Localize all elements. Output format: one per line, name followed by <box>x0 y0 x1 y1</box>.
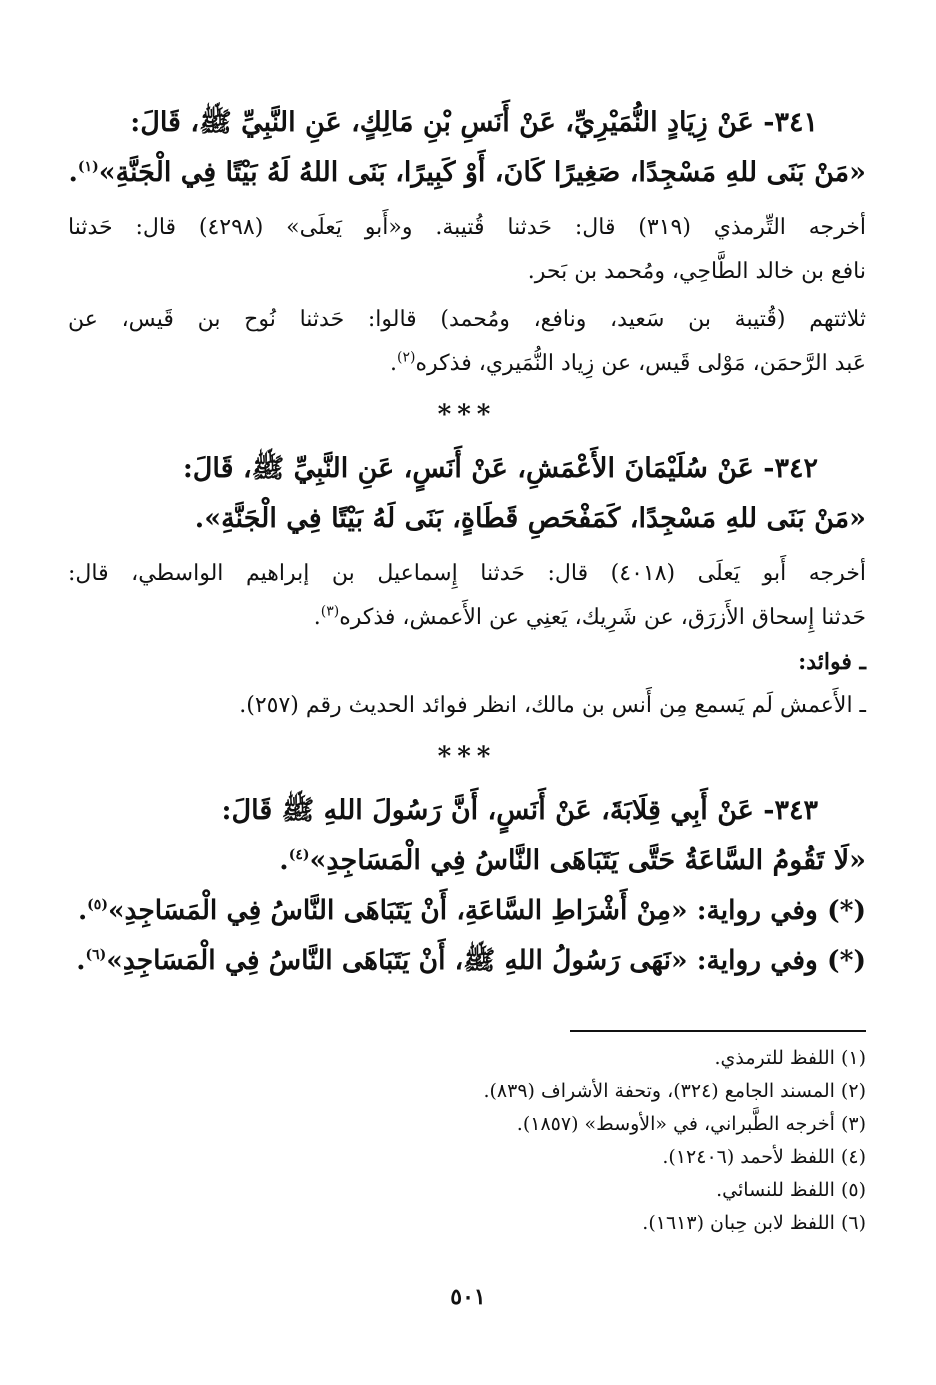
hadith-342-text: «مَنْ بَنَى للهِ مَسْجِدًا، كَمَفْحَصِ قَطَاةٍ، بَنَى لَهُ بَيْتًا فِي الْجَنَّةِ». <box>194 503 866 534</box>
section-separator: *** <box>437 742 497 772</box>
footnote-ref-3[interactable]: (٣) <box>320 603 340 620</box>
footnote: (٣) أخرجه الطَّبراني، في «الأوسط» (١٨٥٧). <box>516 1113 866 1135</box>
fawaid-heading: ـ فوائد: <box>798 649 866 675</box>
footnote-ref-6[interactable]: (٦) <box>85 947 107 964</box>
hadith-341-takhrij-line: أخرجه التِّرمذي (٣١٩) قال: حَدثنا قُتيبة. و«أَبو يَعلَى» (٤٢٩٨) قال: حَدثنا <box>68 215 866 240</box>
footnote: (١) اللفظ للترمذي. <box>714 1047 866 1069</box>
footnote-ref-5[interactable]: (٥) <box>87 897 108 914</box>
footnote: (٤) اللفظ لأحمد (١٢٤٠٦). <box>662 1146 866 1168</box>
fawaid-item: ـ الأَعمش لَم يَسمع مِن أَنس بن مالك، انظر فوائد الحديث رقم (٢٥٧). <box>239 693 866 718</box>
hadith-343-variant: (*) وفي رواية: «نَهَى رَسُولُ اللهِ ﷺ، أَنْ يَتَبَاهَى النَّاسُ فِي الْمَسَاجِدِ»$^{(٦)}$. <box>76 945 866 976</box>
footnote-divider <box>570 1030 866 1032</box>
hadith-343-variant: (*) وفي رواية: «مِنْ أَشْرَاطِ السَّاعَةِ، أَنْ يَتَبَاهَى النَّاسُ فِي الْمَسَاجِدِ»$^{(٥)}$. <box>77 895 866 926</box>
footnotes <box>68 1042 866 1240</box>
footnote-ref-2[interactable]: (٢) <box>397 349 416 366</box>
hadith-343-text: «لَا تَقُومُ السَّاعَةُ حَتَّى يَتَبَاهَى النَّاسُ فِي الْمَسَاجِدِ»$^{(٤)}$. <box>279 845 866 876</box>
hadith-342-takhrij-line: أخرجه أَبو يَعلَى (٤٠١٨) قال: حَدثنا إِسماعيل بن إبراهيم الواسطي، قال: <box>68 561 867 586</box>
hadith-341-chain-line: ثلاثتهم (قُتيبة بن سَعيد، ونافع، ومُحمد) قالوا: حَدثنا نُوح بن قَيس، عن <box>68 307 866 332</box>
hadith-342-heading: ٣٤٢- عَنْ سُلَيْمَانَ الأَعْمَشِ، عَنْ أَنَسٍ، عَنِ النَّبِيِّ ﷺ، قَالَ: <box>182 453 818 484</box>
hadith-341-heading: ٣٤١- عَنْ زِيَادٍ النُّمَيْرِيِّ، عَنْ أَنَسِ بْنِ مَالِكٍ، عَنِ النَّبِيِّ ﷺ، قَالَ: <box>130 107 818 138</box>
hadith-341-takhrij-line: نافع بن خالد الطَّاحِي، ومُحمد بن بَحر. <box>527 259 866 284</box>
footnote: (٢) المسند الجامع (٣٢٤)، وتحفة الأشراف (٨٣٩). <box>483 1080 866 1102</box>
page-number: ٥٠١ <box>450 1284 486 1310</box>
footnote: (٥) اللفظ للنسائي. <box>716 1179 866 1201</box>
footnote-ref-1[interactable]: (١) <box>77 159 99 175</box>
hadith-341-text: «مَنْ بَنَى للهِ مَسْجِدًا، صَغِيرًا كَانَ، أَوْ كَبِيرًا، بَنَى اللهُ لَهُ بَيْتًا فِي الْجَنَّةِ»$^{(١)}$. <box>68 157 866 188</box>
hadith-342-takhrij-line: حَدثنا إِسحاق الأَزرَق، عن شَرِيك، يَعنِي عن الأَعمش، فذكره$^{(٣)}$. <box>313 603 866 630</box>
section-separator: *** <box>437 400 497 430</box>
hadith-341-chain-line: عَبد الرَّحمَن، مَوْلى قَيس، عن زِياد النُّمَيري، فذكره$^{(٢)}$. <box>390 349 866 376</box>
hadith-343-heading: ٣٤٣- عَنْ أَبِي قِلَابَةَ، عَنْ أَنَسٍ، أَنَّ رَسُولَ اللهِ ﷺ قَالَ: <box>221 795 818 826</box>
footnote-ref-4[interactable]: (٤) <box>288 847 310 863</box>
footnote: (٦) اللفظ لابن حِبان (١٦١٣). <box>642 1212 866 1234</box>
